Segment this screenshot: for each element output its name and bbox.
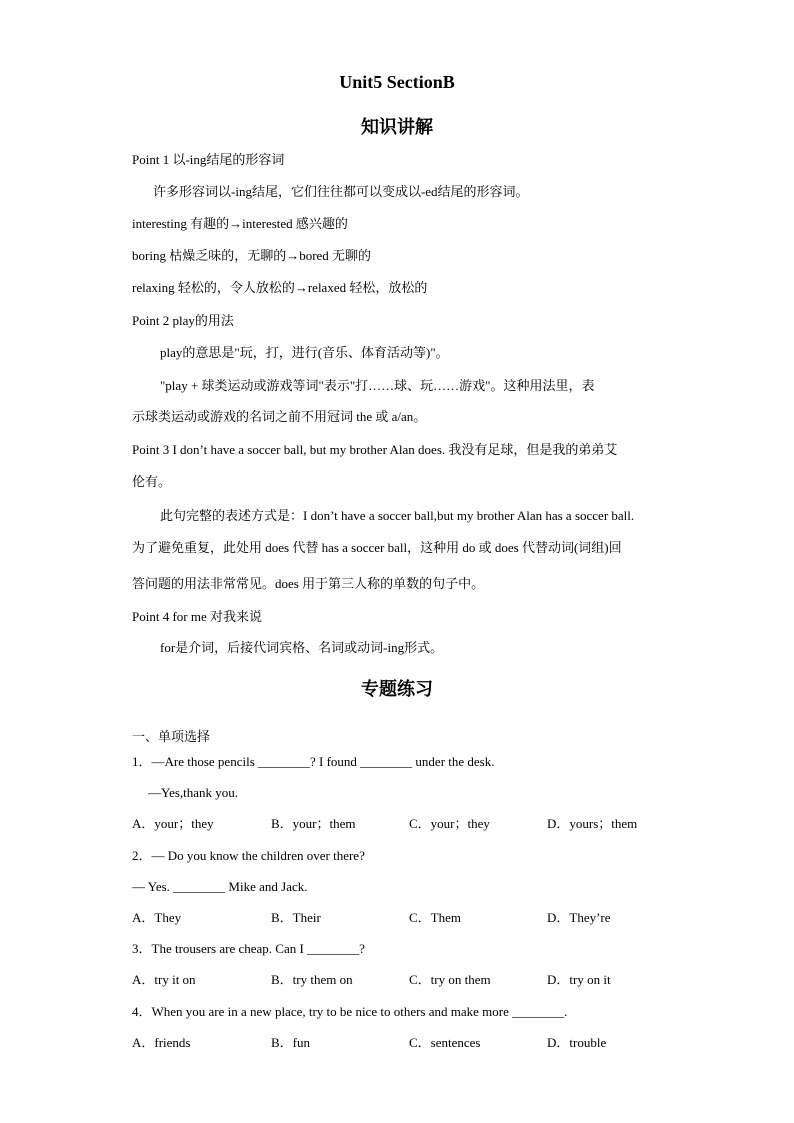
paragraph-line: interesting 有趣的→interested 感兴趣的 [132,216,348,231]
option-a[interactable]: A．They [132,910,182,925]
option-c[interactable]: C．sentences [409,1035,481,1050]
option-a[interactable]: A．friends [132,1035,191,1050]
point-heading: Point 3 I don’t have a soccer ball, but my brother Alan does. 我没有足球，但是我的弟弟艾 [132,442,618,457]
paragraph-line: 为了避免重复，此处用 does 代替 has a soccer ball，这种用 do 或 does 代替动词(词组)回 [132,540,622,555]
question-stem-reply: —Yes,thank you. [148,785,239,800]
option-d[interactable]: D．try on it [547,972,611,987]
option-c[interactable]: C．try on them [409,972,491,987]
option-b[interactable]: B．your；them [271,816,356,831]
option-c[interactable]: C．Them [409,910,461,925]
paragraph-line: "play + 球类运动或游戏等词"表示"打……球、玩……游戏"。这种用法里，表 [160,378,595,393]
option-b[interactable]: B．Their [271,910,321,925]
paragraph-line: boring 枯燥乏味的，无聊的→bored 无聊的 [132,248,372,263]
question-stem-reply: — Yes. ________ Mike and Jack. [132,879,308,894]
option-c[interactable]: C．your；they [409,816,490,831]
paragraph-line: 伦有。 [132,474,172,489]
option-b[interactable]: B．fun [271,1035,311,1050]
question-stem: 2．— Do you know the children over there? [132,848,365,863]
point-heading: Point 4 for me 对我来说 [132,609,262,624]
section-title-practice: 专题练习 [361,679,433,700]
option-d[interactable]: D．trouble [547,1035,607,1050]
paragraph-line: 许多形容词以-ing结尾，它们往往都可以变成以-ed结尾的形容词。 [153,184,529,199]
option-d[interactable]: D．They’re [547,910,611,925]
option-a[interactable]: A．try it on [132,972,196,987]
question-stem: 3．The trousers are cheap. Can I ________? [132,941,365,956]
paragraph-line: for是介词，后接代词宾格、名词或动词-ing形式。 [160,640,444,655]
paragraph-line: relaxing 轻松的，令人放松的→relaxed 轻松，放松的 [132,280,428,295]
option-a[interactable]: A．your；they [132,816,214,831]
section-title-knowledge: 知识讲解 [361,117,433,138]
point-heading: Point 2 play的用法 [132,313,234,328]
paragraph-line: 此句完整的表述方式是：I don’t have a soccer ball,but my brother Alan has a soccer ball. [160,508,635,523]
paragraph-line: play的意思是"玩，打，进行(音乐、体育活动等)"。 [160,345,449,360]
paragraph-line: 答问题的用法非常常见。does 用于第三人称的单数的句子中。 [132,576,485,591]
option-d[interactable]: D．yours；them [547,816,638,831]
question-stem: 1．—Are those pencils ________? I found ________ under the desk. [132,754,495,769]
exercise-heading: 一、单项选择 [132,729,211,744]
option-b[interactable]: B．try them on [271,972,353,987]
page-title: Unit5 SectionB [339,72,455,92]
point-heading: Point 1 以-ing结尾的形容词 [132,152,285,167]
paragraph-line: 示球类运动或游戏的名词之前不用冠词 the 或 a/an。 [132,409,427,424]
question-stem: 4．When you are in a new place, try to be nice to others and make more ________. [132,1004,568,1019]
